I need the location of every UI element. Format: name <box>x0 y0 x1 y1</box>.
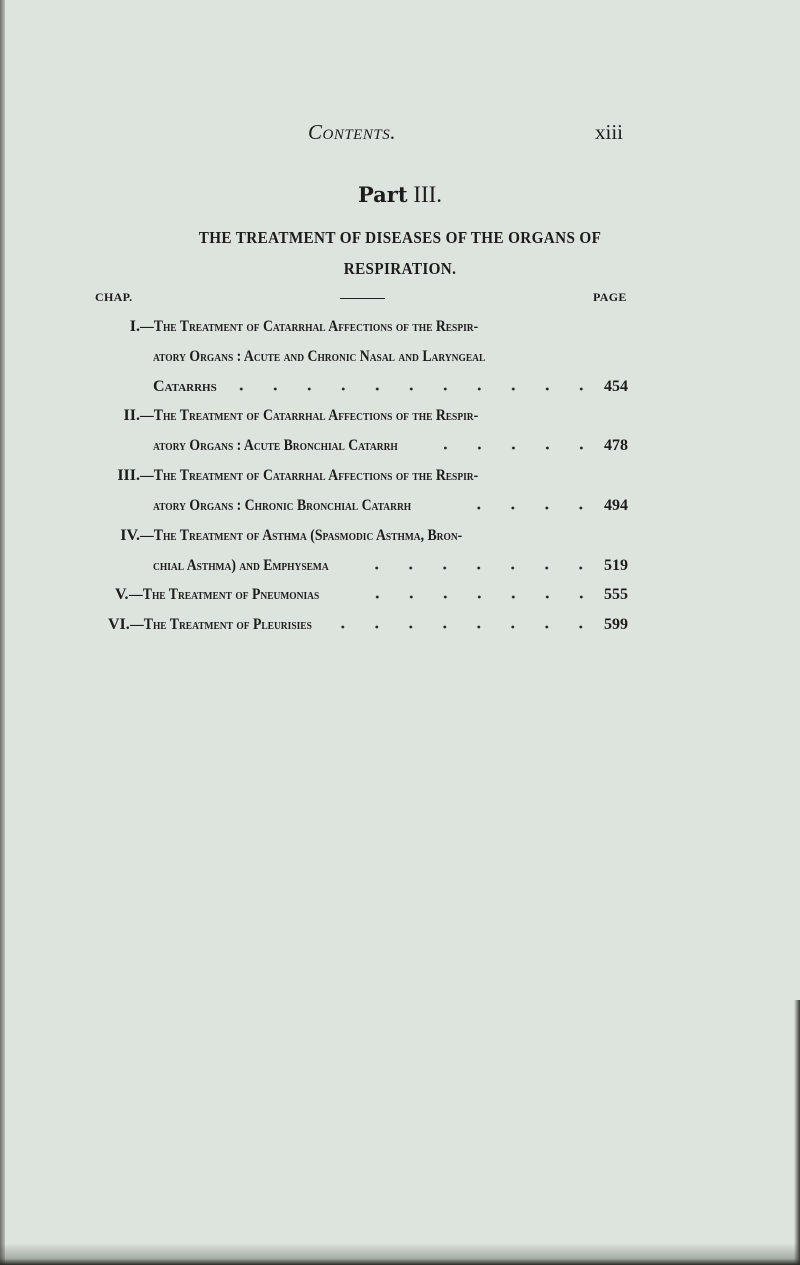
heading-rule <box>340 298 385 299</box>
page-number: 494 <box>604 497 628 514</box>
chapter-title-cont: atory Organs : Acute and Chronic Nasal and Laryngeal <box>153 348 486 365</box>
dot-leader <box>223 387 598 391</box>
toc-entry-1-line2 <box>0 348 800 370</box>
toc-entry-1-line1 <box>0 318 800 340</box>
chapter-title: —The Treatment of Catarrhal Affections of the Respir- <box>140 318 479 335</box>
toc-entry-2-line1 <box>0 407 800 429</box>
chapter-title-cont: atory Organs : Chronic Bronchial Catarrh <box>153 497 412 514</box>
part-title <box>0 182 800 208</box>
chapter-number: V. <box>115 586 129 603</box>
toc-entry-6 <box>108 616 628 634</box>
dot-leader <box>363 566 598 570</box>
page-number: 454 <box>604 378 628 395</box>
dot-leader <box>341 625 598 629</box>
chapter-number: IV. <box>120 527 140 544</box>
dot-leader <box>444 446 598 450</box>
toc-entry-5 <box>115 586 628 604</box>
chapter-title-cont: Catarrhs <box>153 378 217 395</box>
toc-entry-4-line2 <box>153 557 628 575</box>
toc-entry-1-line3 <box>153 378 628 396</box>
running-title: Contents. <box>308 120 396 144</box>
section-heading-line1: THE TREATMENT OF DISEASES OF THE ORGANS OF <box>198 228 602 247</box>
toc-entry-3-line1 <box>0 467 800 489</box>
chapter-number: VI. <box>108 616 130 633</box>
chapter-title: —The Treatment of Pneumonias <box>128 586 319 603</box>
chapter-number: I. <box>129 318 140 335</box>
dot-leader <box>459 506 598 510</box>
chapter-title: —The Treatment of Catarrhal Affections of the Respir- <box>140 467 479 484</box>
chapter-title-cont: chial Asthma) and Emphysema <box>153 557 329 574</box>
page-number: 555 <box>604 586 628 603</box>
page-folio: xiii <box>595 120 624 144</box>
part-label: Part <box>357 182 408 207</box>
page-number: 599 <box>604 616 628 633</box>
chapter-title: —The Treatment of Pleurisies <box>129 616 312 633</box>
chapter-number: III. <box>117 467 140 484</box>
toc-entry-3-line2 <box>153 497 628 515</box>
chapter-title: —The Treatment of Catarrhal Affections of the Respir- <box>140 407 479 424</box>
page-number: 519 <box>604 557 628 574</box>
chapter-number: II. <box>123 407 140 424</box>
part-number: III. <box>413 182 443 207</box>
column-head-chap: CHAP. <box>95 290 133 304</box>
page-bottom-edge <box>0 1243 800 1265</box>
column-head-page: PAGE <box>593 290 627 304</box>
page-number: 478 <box>604 437 628 454</box>
dot-leader <box>350 595 598 599</box>
chapter-title: —The Treatment of Asthma (Spasmodic Asthma, Bron- <box>140 527 463 544</box>
toc-entry-2-line2 <box>153 437 628 455</box>
page-edge-shadow <box>794 1000 800 1265</box>
toc-entry-4-line1 <box>0 527 800 549</box>
section-heading-line2: RESPIRATION. <box>343 259 457 278</box>
chapter-title-cont: atory Organs : Acute Bronchial Catarrh <box>153 437 398 454</box>
running-head <box>0 120 800 150</box>
